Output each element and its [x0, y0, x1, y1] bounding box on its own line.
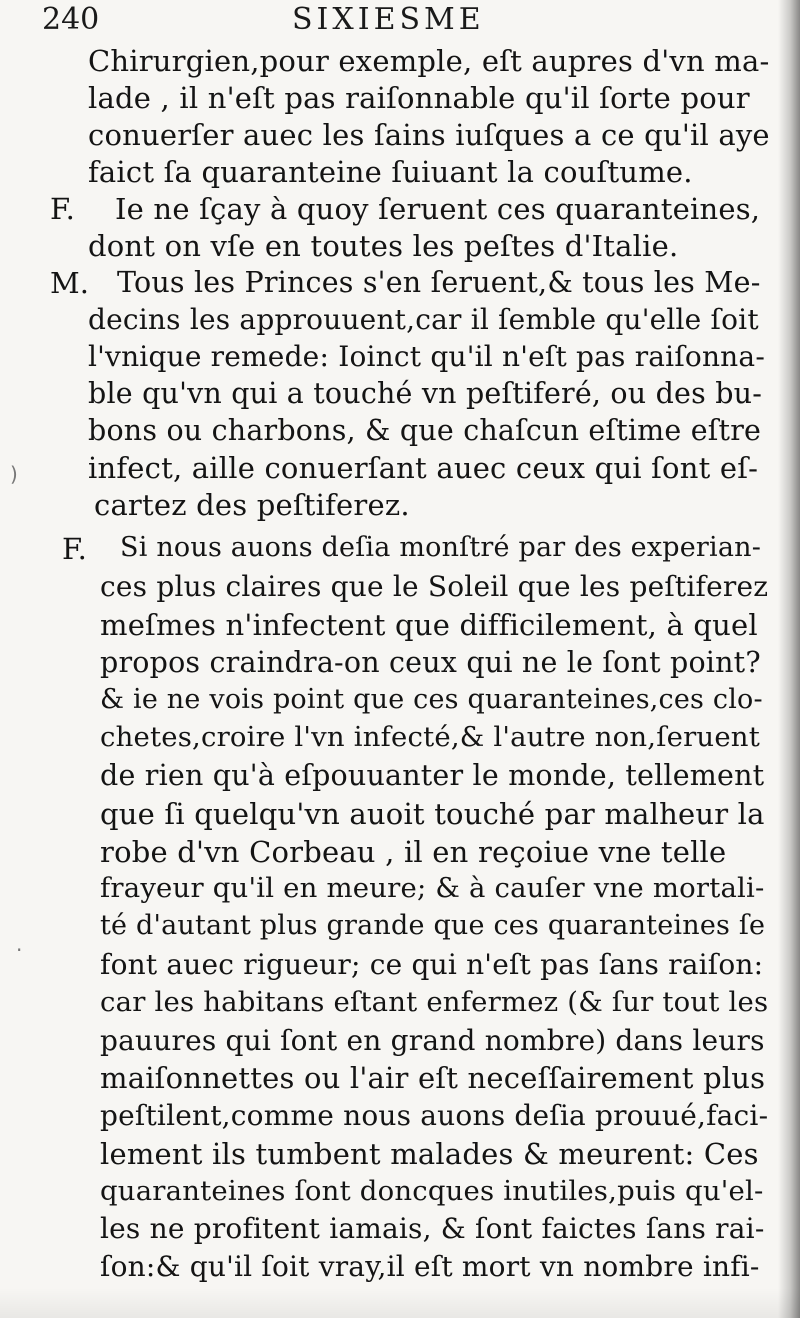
text-line: faict ſa quaranteine ſuiuant la couſtume. [88, 155, 693, 189]
page-number: 240 [42, 2, 100, 37]
text-line: infect, aille conuerſant auec ceux qui ſont eſ- [88, 451, 759, 485]
text-line: propos craindra-on ceux qui ne le ſont point? [100, 646, 761, 679]
text-line: peſtilent,comme nous auons deſia prouué,faci- [100, 1099, 769, 1132]
text-line: chetes,croire l'vn infecté,& l'autre non,ſeruent [100, 721, 760, 753]
text-line: ble qu'vn qui a touché vn peſtiferé, ou des bu- [88, 377, 763, 410]
speaker-label: F. [62, 532, 87, 566]
text-line: decins les approuuent,car il ſemble qu'elle ſoit [88, 303, 759, 336]
text-line: pauures qui ſont en grand nombre) dans leurs [100, 1024, 765, 1057]
text-line: té d'autant plus grande que ces quaranteines ſe [100, 910, 766, 941]
speaker-label: M. [50, 266, 89, 300]
text-line: dont on vſe en toutes les peſtes d'Italie. [88, 229, 679, 263]
text-line: cartez des peſtiferez. [94, 488, 410, 522]
text-line: robe d'vn Corbeau , il en reçoiue vne telle [100, 835, 727, 869]
text-line: de rien qu'à eſpouuanter le monde, tellement [100, 759, 765, 792]
text-line: que ſi quelqu'vn auoit touché par malheur la [100, 797, 765, 831]
text-line: ces plus claires que le Soleil que les peſtiferez [100, 570, 769, 603]
speaker-label: F. [50, 192, 75, 226]
text-line: lement ils tumbent malades & meurent: Ces [100, 1137, 759, 1171]
running-head: SIXIESME [292, 2, 485, 37]
text-line: & ie ne vois point que ces quaranteines,ces clo- [100, 684, 763, 715]
text-line: Tous les Princes s'en ſeruent,& tous les Me- [117, 266, 761, 299]
text-line: quaranteines ſont doncques inutiles,puis qu'el- [100, 1175, 764, 1207]
text-line: Chirurgien,pour exemple, eſt aupres d'vn ma- [88, 44, 770, 78]
text-line: frayeur qu'il en meure; & à cauſer vne mortali- [100, 872, 765, 904]
text-line: les ne profitent iamais, & ſont faictes ſans rai- [100, 1212, 765, 1245]
page-bottom-edge [0, 1288, 800, 1318]
ink-speck: ) [10, 462, 18, 486]
text-line: font auec rigueur; ce qui n'eſt pas ſans raiſon: [100, 948, 764, 981]
text-line: Ie ne ſçay à quoy ſeruent ces quaranteines, [115, 192, 761, 226]
text-line: ſon:& qu'il ſoit vray,il eſt mort vn nombre infi- [100, 1250, 760, 1283]
text-line: bons ou charbons, & que chaſcun eſtime eſtre [88, 414, 762, 447]
ink-speck: · [16, 938, 23, 962]
text-line: car les habitans eſtant enfermez (& ſur tout les [100, 986, 769, 1018]
text-line: lade , il n'eſt pas raiſonnable qu'il ſorte pour [88, 81, 750, 115]
text-line: meſmes n'infectent que difficilement, à quel [100, 608, 758, 642]
text-line: l'vnique remede: Ioinct qu'il n'eſt pas raiſonna- [88, 340, 765, 373]
text-line: conuerſer auec les ſains iuſques a ce qu'il aye [88, 118, 770, 152]
page-header [42, 0, 762, 44]
page-gutter-shadow [778, 0, 800, 1318]
text-line: maiſonnettes ou l'air eſt neceſſairement plus [100, 1061, 766, 1095]
text-line: Si nous auons deſia monſtré par des experian- [120, 532, 762, 563]
